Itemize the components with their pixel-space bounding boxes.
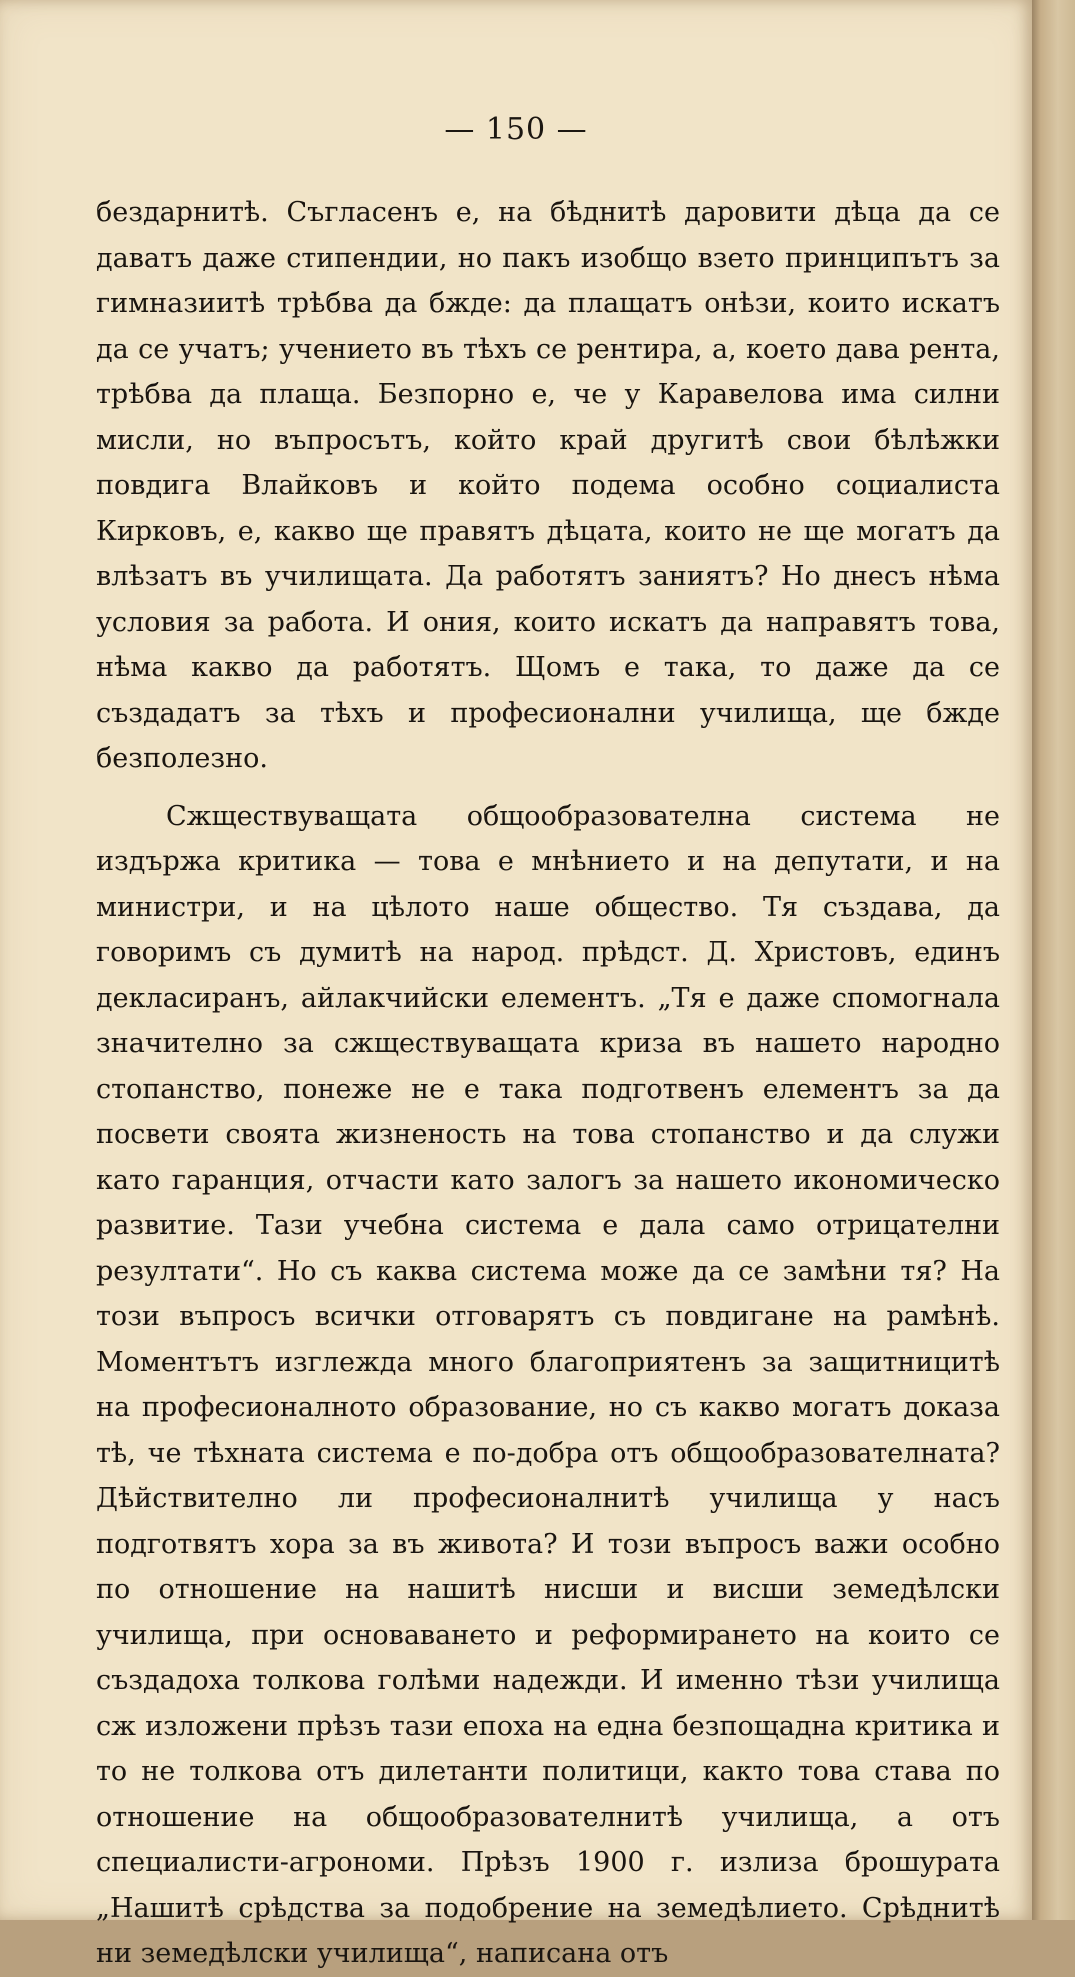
paragraph-1: бездарнитѣ. Съгласенъ е, на бѣднитѣ даровити дѣца да се даватъ даже стипендии, но пакъ изобщо взето принципътъ за гимназиитѣ трѣбва да бжде: да плащатъ онѣзи, които искатъ да се учатъ; учението въ тѣхъ се рентира, а, което дава рента, трѣбва да плаща. Безпорно е, че у Каравелова има силни мисли, но въпросътъ, който край другитѣ свои бѣлѣжки повдига Влайковъ и който подема особно социалиста Кирковъ, е, какво ще правятъ дѣцата, които не ще могатъ да влѣзатъ въ училищата. Да работятъ заниятъ? Но днесъ нѣма условия за работа. И ония, които искатъ да направятъ това, нѣма какво да работятъ. Щомъ е така, то даже да се създадатъ за тѣхъ и професионални училища, ще бжде безполезно.	[96, 197, 1000, 774]
paragraph-2: Сжществуващата общообразователна система не издържа критика — това е мнѣнието и на депутати, и на министри, и на цѣлото наше общество. Тя създава, да говоримъ съ думитѣ на народ. прѣдст. Д. Христовъ, единъ декласиранъ, айлакчийски елементъ. „Тя е даже спомогнала значително за сжществуващата криза въ нашето народно стопанство, понеже не е така подготвенъ елементъ за да посвети своята жизненость на това стопанство и да служи като гаранция, отчасти като залогъ за нашето икономическо развитие. Тази учебна система е дала само отрицателни резултати“. Но съ каква система може да се замѣни тя? На този въпросъ всички отговарятъ съ повдигане на рамѣнѣ. Моментътъ изглежда много благоприятенъ за защитницитѣ на професионалното образование, но съ какво могатъ доказа тѣ, че тѣхната система е по-добра отъ общообразователната? Дѣйствително ли професионалнитѣ училища у насъ подготвятъ хора за въ живота? И този въпросъ важи особно по отношение на нашитѣ нисши и висши земедѣлски училища, при основаването и реформирането на които се създадоха толкова голѣми надежди. И именно тѣзи училища сж изложени прѣзъ тази епоха на една безпощадна критика и то не толкова отъ дилетанти политици, както това става по отношение на общообразователнитѣ училища, а отъ специалисти-агрономи. Прѣзъ 1900 г. излиза брошурата „Нашитѣ срѣдства за подобрение на земедѣлието. Срѣднитѣ ни земедѣлски училища“, написана отъ	[96, 800, 1000, 1969]
page-edge	[1032, 0, 1075, 1920]
body-text	[96, 190, 1000, 1977]
page-number: — 150 —	[444, 112, 588, 147]
